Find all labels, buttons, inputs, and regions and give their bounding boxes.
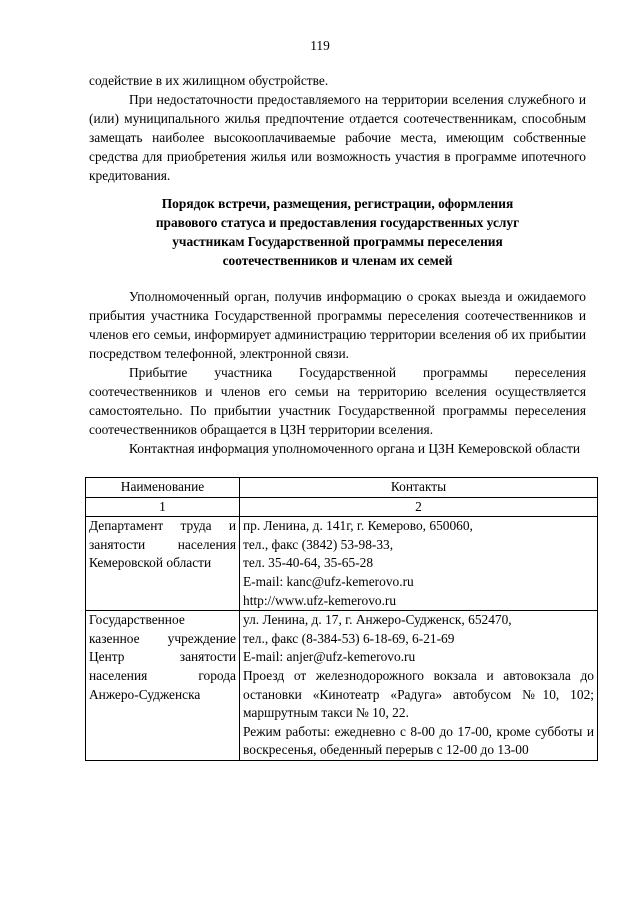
contact-phone-fax: тел., факс (3842) 53-98-33, [243, 536, 394, 552]
column-number-1: 1 [86, 497, 240, 517]
section-title-line-2: правового статуса и предоставления государственных услуг [155, 215, 520, 230]
column-header-name: Наименование [86, 478, 240, 498]
organization-name: Департамент труда и занятости населения Кемеровской области [86, 517, 240, 611]
contact-phone: тел. 35-40-64, 35-65-28 [243, 555, 374, 571]
contact-address: ул. Ленина, д. 17, г. Анжеро-Судженск, 652470, [243, 612, 512, 628]
table-header-row [86, 478, 598, 498]
contact-email: E-mail: anjer@ufz-kemerovo.ru [243, 649, 416, 665]
section-title [89, 194, 586, 270]
contact-working-hours: Режим работы: ежедневно с 8-00 до 17-00, кроме субботы и воскресенья, обеденный перерыв с 12-00 до 13-00 [243, 723, 594, 758]
contact-email: E-mail: kanc@ufz-kemerovo.ru [243, 573, 414, 589]
organization-contacts [240, 611, 598, 761]
body-paragraph-1: Уполномоченный орган, получив информацию о сроках выезда и ожидаемого прибытия участника Государственной программы переселения соотечественников и членов его семьи, информирует администрацию территории вселения об их прибытии посредством телефонной, электронной связи. [89, 289, 586, 361]
body-paragraph-3: Контактная информация уполномоченного органа и ЦЗН Кемеровской области [129, 441, 580, 456]
section-title-line-3: участникам Государственной программы переселения [172, 234, 503, 249]
contact-website: http://www.ufz-kemerovo.ru [243, 592, 397, 608]
table-row [86, 611, 598, 761]
intro-paragraph-2: При недостаточности предоставляемого на территории вселения служебного и (или) муниципального жилья предпочтение отдается соотечественникам, способным замещать наиболее высокооплачиваемые рабочие места, имеющим собственные средства для приобретения жилья или возможность участия в программе ипотечного кредитования. [89, 92, 586, 183]
table-number-row [86, 497, 598, 517]
body-paragraph-2: Прибытие участника Государственной программы переселения соотечественников и членов его семьи на территорию вселения осуществляется самостоятельно. По прибытии участник Государственной программы переселения соотечественников обращается в ЦЗН территории вселения. [89, 365, 586, 437]
table-row [86, 517, 598, 611]
contacts-table [85, 477, 598, 761]
section-title-line-4: соотечественников и членам их семей [222, 253, 453, 268]
contact-directions: Проезд от железнодорожного вокзала и автовокзала до остановки «Кинотеатр «Радуга» автобусом №10, 102; маршрутным такси № 10, 22. [243, 667, 594, 721]
intro-paragraph-1: содействие в их жилищном обустройстве. [89, 73, 329, 88]
column-number-2: 2 [240, 497, 598, 517]
contact-phone-fax: тел., факс (8-384-53) 6-18-69, 6-21-69 [243, 630, 455, 646]
page-content [89, 71, 594, 761]
organization-contacts [240, 517, 598, 611]
page-number: 119 [310, 38, 330, 53]
contact-address: пр. Ленина, д. 141г, г. Кемерово, 650060, [243, 518, 473, 534]
column-header-contacts: Контакты [240, 478, 598, 498]
organization-name: Государственное казенное учреждение Центр занятости населения города Анжеро-Судженска [86, 611, 240, 761]
section-title-line-1: Порядок встречи, размещения, регистрации, оформления [161, 196, 514, 211]
